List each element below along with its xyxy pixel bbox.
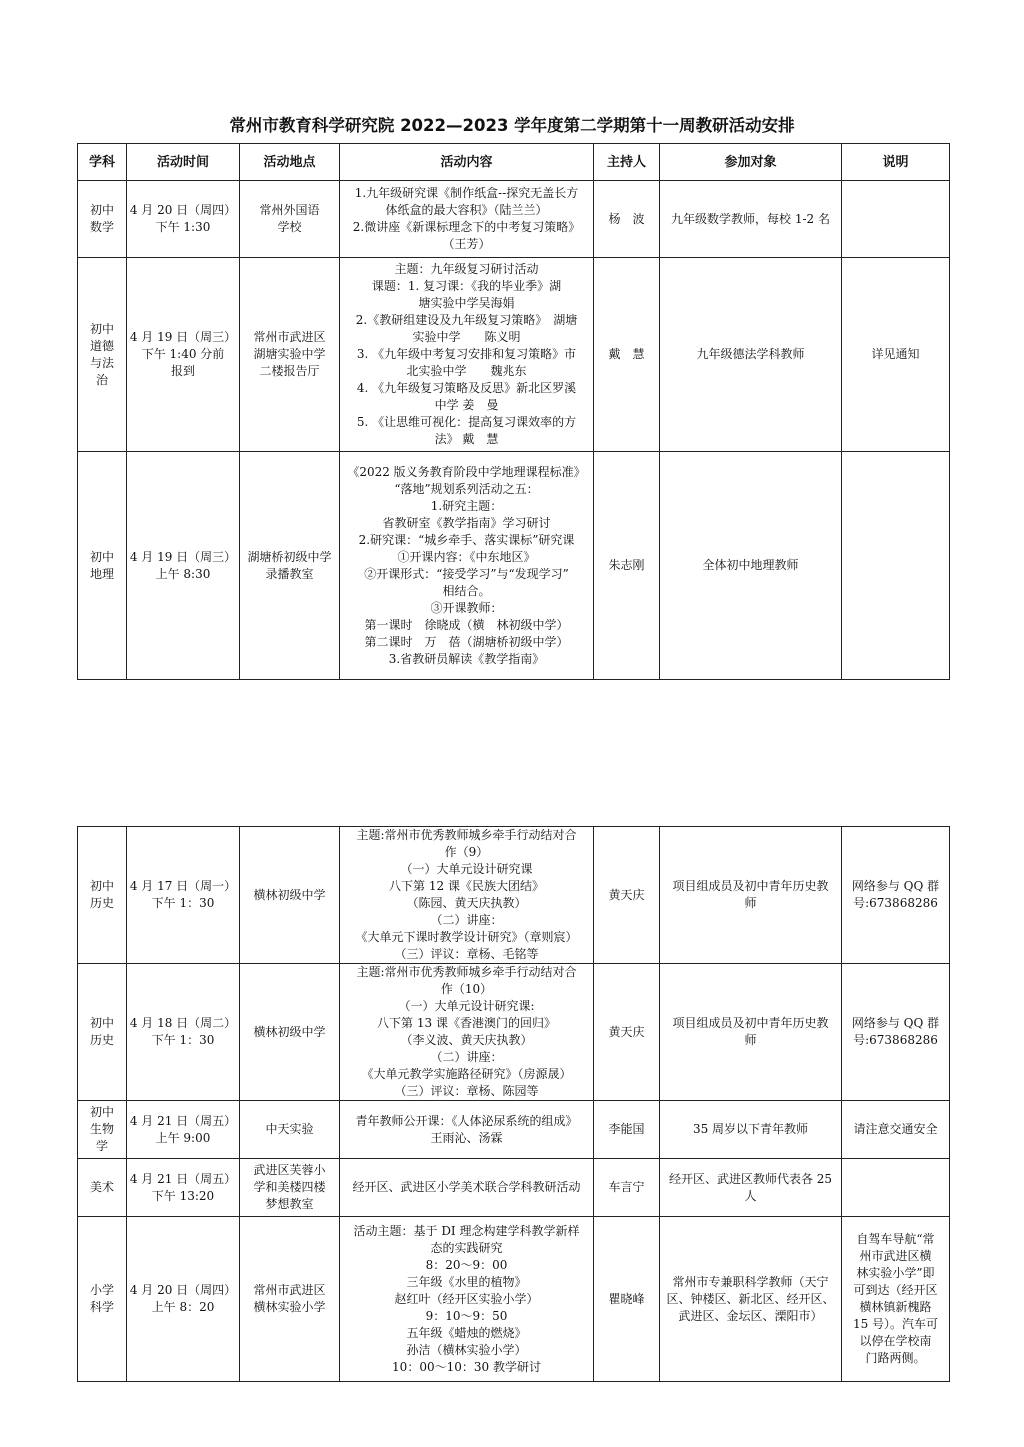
cell-line: 体纸盒的最大容积》（陆兰兰） — [385, 203, 548, 217]
place-cell — [240, 452, 340, 680]
table-row — [78, 181, 950, 258]
cell-line: 初中 — [89, 1105, 114, 1119]
cell-line: 35 周岁以下青年教师 — [692, 1122, 809, 1136]
participants-cell — [660, 181, 842, 258]
cell-line: 自驾车导航“常 — [856, 1232, 935, 1246]
cell-line: 上午 8：20 — [151, 1300, 215, 1314]
header-participants: 参加对象 — [660, 144, 842, 181]
cell-line: （二）讲座： — [430, 1050, 503, 1064]
place-cell — [240, 1159, 340, 1217]
cell-line: 人 — [744, 1188, 757, 1203]
host-cell: 李能国 — [594, 1101, 660, 1159]
cell-line: 省教研室《教学指南》学习研讨 — [382, 515, 551, 530]
cell-line: 《大单元下课时教学设计研究》（章则宸） — [355, 930, 578, 944]
cell-line: 2.微讲座《新课标理念下的中考复习策略》 — [352, 220, 581, 234]
cell-line: 录播教室 — [265, 566, 314, 581]
host-cell: 朱志刚 — [594, 452, 660, 680]
cell-line: 州市武进区横 — [859, 1249, 932, 1263]
cell-line: ③开课教师： — [430, 600, 503, 615]
cell-line: 以停在学校南 — [859, 1334, 932, 1348]
table-row — [78, 964, 950, 1101]
cell-line: 3. 《九年级中考复习安排和复习策略》市 — [356, 347, 577, 361]
cell-line: 湖塘实验中学 — [253, 347, 326, 361]
cell-line: （王芳） — [442, 237, 491, 251]
note-cell — [842, 827, 950, 964]
cell-line: 学校 — [277, 220, 302, 234]
cell-line: 4 月 18 日（周二） — [129, 1016, 237, 1030]
cell-line: 相结合。 — [442, 583, 491, 598]
cell-line: 项目组成员及初中青年历史教 — [672, 879, 829, 893]
table-row — [78, 1101, 950, 1159]
cell-line: 5. 《让思维可视化：提高复习课效率的方 — [356, 415, 577, 429]
header-subject: 学科 — [78, 144, 127, 181]
cell-line: 经开区、武进区教师代表各 25 — [668, 1171, 833, 1186]
cell-line: 8：20～9：00 — [425, 1257, 508, 1272]
cell-line: 赵红叶（经开区实验小学） — [394, 1291, 539, 1306]
cell-line: 湖塘桥初级中学 — [247, 549, 332, 564]
time-cell — [127, 258, 240, 452]
cell-line: 10：00～10：30 教学研讨 — [392, 1359, 541, 1374]
cell-line: 林实验小学”即 — [856, 1266, 935, 1280]
cell-line: 横林实验小学 — [253, 1300, 326, 1314]
host-cell: 瞿晓峰 — [594, 1217, 660, 1382]
cell-line: 学和美楼四楼 — [253, 1180, 326, 1194]
time-cell — [127, 181, 240, 258]
cell-line: 历史 — [89, 1033, 114, 1047]
cell-line: 网络参与 QQ 群 — [851, 1016, 940, 1030]
cell-line: 初中 — [89, 549, 114, 564]
cell-line: 区、钟楼区、新北区、经开区、 — [666, 1291, 835, 1306]
cell-line: 横林初级中学 — [253, 887, 326, 902]
time-cell — [127, 1101, 240, 1159]
note-cell — [842, 1101, 950, 1159]
cell-line: 可到达（经开区 — [853, 1283, 938, 1297]
cell-line: 塘实验中学吴海娟 — [418, 296, 515, 310]
cell-line: 横林镇新槐路 — [859, 1300, 932, 1314]
cell-line: 下午 1:40 分前 — [141, 347, 225, 361]
table-row — [78, 1217, 950, 1382]
note-cell — [842, 1217, 950, 1382]
cell-line: 上午 8:30 — [155, 566, 211, 581]
participants-cell — [660, 1217, 842, 1382]
place-cell — [240, 827, 340, 964]
subject-cell — [78, 452, 127, 680]
cell-line: ②开课形式：“接受学习”与“发现学习” — [364, 566, 569, 581]
cell-line: （三）评议：章杨、毛铭等 — [394, 947, 539, 961]
table-row — [78, 1159, 950, 1217]
note-cell — [842, 258, 950, 452]
header-note: 说明 — [842, 144, 950, 181]
cell-line: 武进区芙蓉小 — [253, 1163, 326, 1177]
cell-line: （三）评议：章杨、陈园等 — [394, 1084, 539, 1098]
cell-line: 门路两侧。 — [865, 1351, 926, 1365]
header-content: 活动内容 — [340, 144, 594, 181]
schedule-table-page2 — [77, 826, 950, 1382]
time-cell — [127, 827, 240, 964]
host-cell: 黄天庆 — [594, 827, 660, 964]
cell-line: 作（10） — [440, 982, 493, 996]
cell-line: 号:673868286 — [853, 896, 938, 910]
cell-line: 活动主题：基于 DI 理念构建学科教学新样 — [353, 1223, 580, 1238]
cell-line: 3.省教研员解读《教学指南》 — [388, 651, 545, 666]
cell-line: 《2022 版义务教育阶段中学地理课程标准》 — [347, 464, 586, 479]
cell-line: 生物 — [89, 1122, 114, 1136]
cell-line: （李义波、黄天庆执教） — [400, 1033, 533, 1047]
cell-line: 数学 — [89, 220, 114, 234]
cell-line: 上午 9:00 — [155, 1130, 211, 1145]
cell-line: 二楼报告厅 — [259, 364, 320, 378]
cell-line: 实验中学 陈义明 — [412, 330, 521, 344]
cell-line: 历史 — [89, 896, 114, 910]
subject-cell — [78, 827, 127, 964]
cell-line: （一）大单元设计研究课 — [400, 862, 533, 876]
participants-cell — [660, 1101, 842, 1159]
cell-line: 三年级《水里的植物》 — [406, 1274, 527, 1289]
cell-line: 项目组成员及初中青年历史教 — [672, 1016, 829, 1030]
host-cell: 戴 慧 — [594, 258, 660, 452]
place-cell — [240, 1101, 340, 1159]
cell-line: 常州外国语 — [259, 203, 320, 217]
cell-line: 主题:常州市优秀教师城乡牵手行动结对合 — [356, 965, 577, 979]
cell-line: 初中 — [89, 879, 114, 893]
note-cell — [842, 452, 950, 680]
cell-line: ①开课内容：《中东地区》 — [397, 549, 536, 564]
cell-line: 学 — [95, 1139, 108, 1153]
subject-cell — [78, 1101, 127, 1159]
cell-line: 师 — [744, 1033, 757, 1047]
cell-line: 八下第 13 课《香港澳门的回归》 — [377, 1016, 556, 1030]
cell-line: 请注意交通安全 — [853, 1122, 938, 1136]
cell-line: 作（9） — [444, 845, 489, 859]
header-time: 活动时间 — [127, 144, 240, 181]
cell-line: 小学 — [89, 1283, 114, 1297]
cell-line: 报到 — [170, 364, 195, 378]
header-host: 主持人 — [594, 144, 660, 181]
cell-line: 科学 — [89, 1300, 114, 1314]
cell-line: 态的实践研究 — [430, 1240, 503, 1255]
cell-line: 初中 — [89, 321, 114, 336]
page-title: 常州市教育科学研究院 2022—2023 学年度第二学期第十一周教研活动安排 — [229, 116, 795, 135]
cell-line: （二）讲座： — [430, 913, 503, 927]
cell-line: 课题：1. 复习课：《我的毕业季》湖 — [371, 279, 562, 293]
cell-line: 2.研究课：“城乡牵手、落实课标”研究课 — [358, 532, 575, 547]
cell-line: 九年级德法学科教师 — [696, 347, 805, 361]
place-cell — [240, 964, 340, 1101]
time-cell — [127, 964, 240, 1101]
cell-line: （一）大单元设计研究课: — [398, 999, 535, 1013]
content-cell — [340, 452, 594, 680]
place-cell — [240, 181, 340, 258]
note-cell — [842, 1159, 950, 1217]
cell-line: 初中 — [89, 203, 114, 217]
cell-line: 详见通知 — [871, 347, 920, 361]
cell-line: 地理 — [89, 566, 114, 581]
cell-line: 八下第 12 课《民族大团结》 — [389, 879, 544, 893]
content-cell — [340, 964, 594, 1101]
cell-line: 中学 姜 曼 — [434, 398, 499, 412]
cell-line: 主题:常州市优秀教师城乡牵手行动结对合 — [356, 828, 577, 842]
content-cell — [340, 181, 594, 258]
host-cell: 黄天庆 — [594, 964, 660, 1101]
cell-line: 梦想教室 — [265, 1197, 314, 1211]
content-cell — [340, 1217, 594, 1382]
time-cell — [127, 452, 240, 680]
cell-line: 第一课时 徐晓成（横 林初级中学） — [364, 617, 569, 632]
place-cell — [240, 258, 340, 452]
cell-line: 《大单元教学实施路径研究》（房源晟） — [361, 1067, 572, 1081]
cell-line: 孙洁（横林实验小学） — [406, 1342, 527, 1357]
cell-line: 九年级数学教师，每校 1-2 名 — [671, 211, 830, 226]
header-place: 活动地点 — [240, 144, 340, 181]
cell-line: 第二课时 万 蓓（湖塘桥初级中学） — [364, 634, 569, 649]
place-cell — [240, 1217, 340, 1382]
host-cell: 车言宁 — [594, 1159, 660, 1217]
header-row — [78, 144, 950, 181]
cell-line: 美术 — [89, 1180, 114, 1194]
cell-line: 主题：九年级复习研讨活动 — [394, 262, 539, 276]
cell-line: 下午 1:30 — [155, 220, 211, 234]
time-cell — [127, 1159, 240, 1217]
cell-line: 4 月 20 日（周四） — [129, 1283, 237, 1297]
cell-line: 4 月 19 日（周三） — [129, 330, 237, 344]
table-row — [78, 258, 950, 452]
cell-line: 常州市专兼职科学教师（天宁 — [672, 1274, 829, 1289]
subject-cell — [78, 964, 127, 1101]
cell-line: 4 月 17 日（周一） — [129, 879, 237, 893]
cell-line: 1.九年级研究课《制作纸盒--探究无盖长方 — [354, 186, 579, 200]
participants-cell — [660, 827, 842, 964]
cell-line: “落地”规划系列活动之五： — [394, 481, 539, 496]
subject-cell — [78, 1159, 127, 1217]
schedule-table-page1 — [77, 143, 950, 680]
cell-line: 中天实验 — [265, 1122, 314, 1136]
cell-line: 4 月 21 日（周五） — [129, 1171, 237, 1186]
cell-line: 4 月 19 日（周三） — [129, 549, 237, 564]
note-cell — [842, 964, 950, 1101]
cell-line: 1.研究主题： — [430, 498, 503, 513]
cell-line: 五年级《蜡烛的燃烧》 — [406, 1325, 527, 1340]
cell-line: 常州市武进区 — [253, 1283, 326, 1297]
cell-line: 号:673868286 — [853, 1033, 938, 1047]
cell-line: 下午 13:20 — [151, 1188, 215, 1203]
cell-line: 4 月 21 日（周五） — [129, 1113, 237, 1128]
participants-cell — [660, 258, 842, 452]
note-cell — [842, 181, 950, 258]
subject-cell — [78, 258, 127, 452]
cell-line: 经开区、武进区小学美术联合学科教研活动 — [352, 1180, 581, 1194]
cell-line: 4 月 20 日（周四） — [129, 203, 237, 217]
cell-line: 与法 — [89, 355, 114, 370]
cell-line: 4. 《九年级复习策略及反思》新北区罗溪 — [356, 381, 577, 395]
cell-line: （陈园、黄天庆执教） — [406, 896, 527, 910]
cell-line: 师 — [744, 896, 757, 910]
table-row — [78, 452, 950, 680]
cell-line: 下午 1：30 — [151, 1033, 215, 1047]
content-cell — [340, 258, 594, 452]
subject-cell — [78, 1217, 127, 1382]
participants-cell — [660, 964, 842, 1101]
cell-line: 9：10～9：50 — [425, 1308, 508, 1323]
cell-line: 武进区、金坛区、溧阳市） — [678, 1308, 823, 1323]
participants-cell — [660, 452, 842, 680]
cell-line: 下午 1：30 — [151, 896, 215, 910]
cell-line: 治 — [95, 372, 108, 387]
cell-line: 初中 — [89, 1016, 114, 1030]
host-cell: 杨 波 — [594, 181, 660, 258]
content-cell — [340, 1159, 594, 1217]
cell-line: 网络参与 QQ 群 — [851, 879, 940, 893]
content-cell — [340, 827, 594, 964]
cell-line: 横林初级中学 — [253, 1024, 326, 1039]
participants-cell — [660, 1159, 842, 1217]
cell-line: 道德 — [89, 338, 114, 353]
content-cell — [340, 1101, 594, 1159]
cell-line: 王雨沁、汤霖 — [430, 1130, 503, 1145]
subject-cell — [78, 181, 127, 258]
table-row — [78, 827, 950, 964]
cell-line: 青年教师公开课：《人体泌尿系统的组成》 — [355, 1113, 578, 1128]
cell-line: 北实验中学 魏兆东 — [406, 364, 527, 378]
cell-line: 2.《教研组建设及九年级复习策略》 湖塘 — [355, 313, 578, 327]
cell-line: 常州市武进区 — [253, 330, 326, 344]
cell-line: 法》 戴 慧 — [434, 432, 499, 446]
cell-line: 15 号）。汽车可 — [852, 1317, 939, 1331]
time-cell — [127, 1217, 240, 1382]
cell-line: 全体初中地理教师 — [702, 558, 799, 572]
